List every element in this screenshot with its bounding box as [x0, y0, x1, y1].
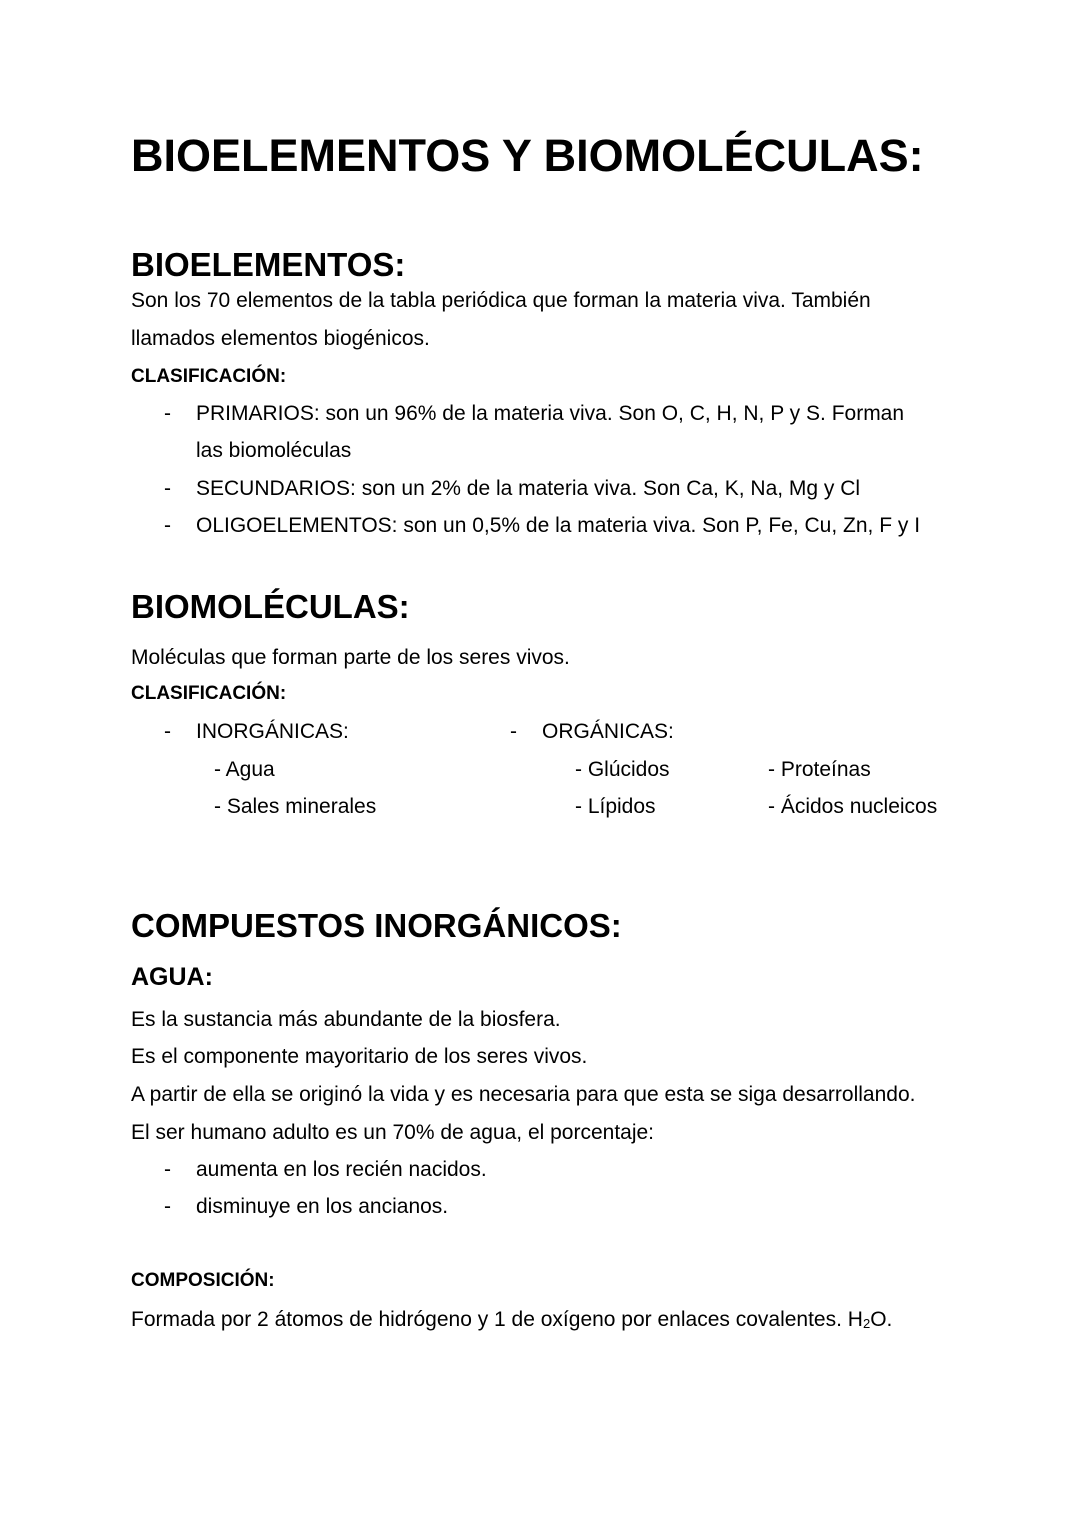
list-item: - Ácidos nucleicos [768, 795, 938, 818]
list-item-primarios-cont: las biomoléculas [196, 439, 352, 462]
organicas-label: ORGÁNICAS: [542, 720, 674, 743]
section-heading-biomoleculas: BIOMOLÉCULAS: [131, 588, 410, 625]
list-item: - Sales minerales [214, 795, 377, 818]
bullet-dash: - [164, 477, 171, 500]
composicion-label: COMPOSICIÓN: [131, 1270, 275, 1291]
paragraph-line: llamados elementos biogénicos. [131, 327, 430, 350]
list-item-oligoelementos: OLIGOELEMENTOS: son un 0,5% de la materia viva. Son P, Fe, Cu, Zn, F y I [196, 514, 921, 537]
bullet-dash: - [510, 720, 517, 743]
formula-subscript: 2 [862, 1316, 871, 1331]
paragraph-line: Es el componente mayoritario de los seres vivos. [131, 1045, 588, 1068]
paragraph-line: Son los 70 elementos de la tabla periódica que forman la materia viva. También [131, 289, 871, 312]
paragraph-line: Moléculas que forman parte de los seres vivos. [131, 646, 570, 669]
formula-end: O. [870, 1308, 893, 1331]
subheading-agua: AGUA: [131, 963, 213, 991]
paragraph-line: El ser humano adulto es un 70% de agua, el porcentaje: [131, 1121, 655, 1144]
list-item: - Proteínas [768, 758, 871, 781]
clasificacion-label: CLASIFICACIÓN: [131, 683, 287, 704]
inorganicas-label: INORGÁNICAS: [196, 720, 349, 743]
paragraph-line: Es la sustancia más abundante de la biosfera. [131, 1008, 561, 1031]
list-item: - Agua [214, 758, 275, 781]
bullet-dash: - [164, 1158, 171, 1181]
list-item: aumenta en los recién nacidos. [196, 1158, 487, 1181]
list-item-secundarios: SECUNDARIOS: son un 2% de la materia viva. Son Ca, K, Na, Mg y Cl [196, 477, 861, 500]
bullet-dash: - [164, 1195, 171, 1218]
section-heading-compuestos: COMPUESTOS INORGÁNICOS: [131, 907, 622, 944]
section-heading-bioelementos: BIOELEMENTOS: [131, 246, 406, 283]
clasificacion-label: CLASIFICACIÓN: [131, 366, 287, 387]
list-item: disminuye en los ancianos. [196, 1195, 449, 1218]
list-item: - Lípidos [575, 795, 656, 818]
bullet-dash: - [164, 514, 171, 537]
paragraph-line: A partir de ella se originó la vida y es necesaria para que esta se siga desarrollando. [131, 1083, 916, 1106]
bullet-dash: - [164, 402, 171, 425]
list-item-primarios: PRIMARIOS: son un 96% de la materia viva. Son O, C, H, N, P y S. Forman [196, 402, 905, 425]
list-item: - Glúcidos [575, 758, 670, 781]
composicion-body: Formada por 2 átomos de hidrógeno y 1 de oxígeno por enlaces covalentes. H [131, 1308, 863, 1331]
bullet-dash: - [164, 720, 171, 743]
page-title: BIOELEMENTOS Y BIOMOLÉCULAS: [131, 130, 924, 181]
composicion-text [131, 1301, 892, 1339]
